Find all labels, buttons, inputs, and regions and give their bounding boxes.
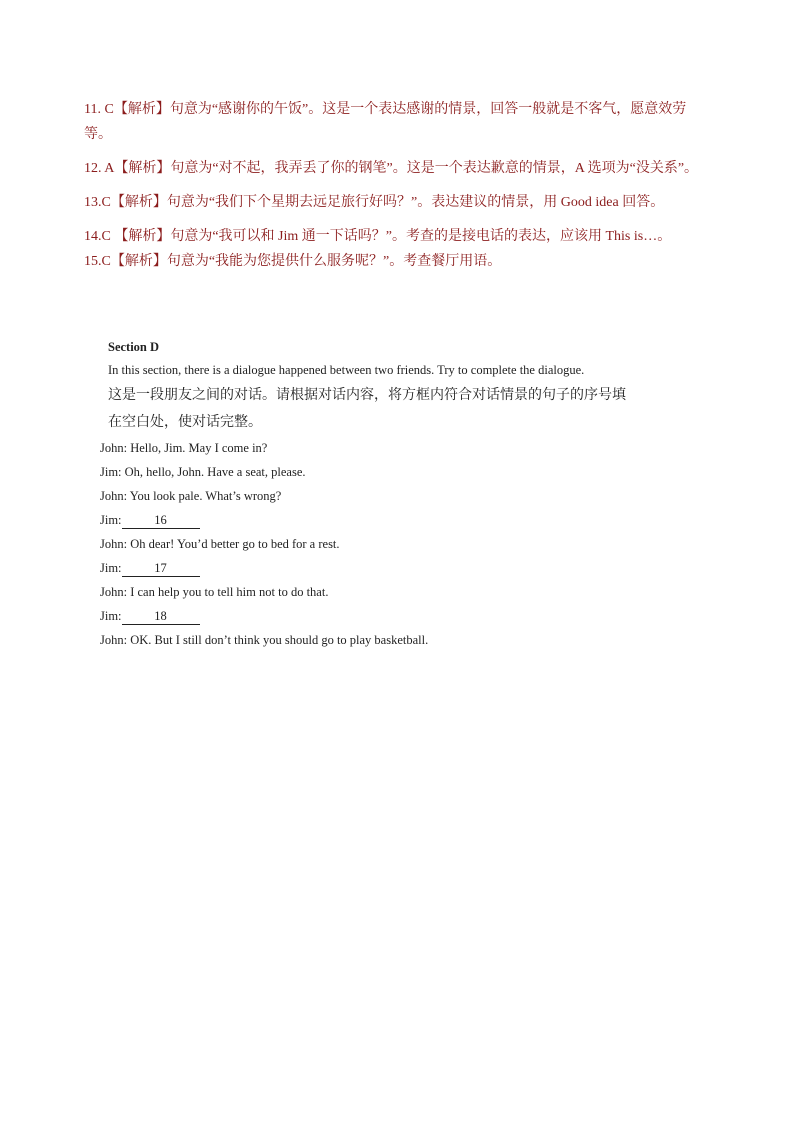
answer-12: 12. A【解析】句意为“对不起，我弄丢了你的钢笔”。这是一个表达歉意的情景，A 选项为“没关系”。 [84, 161, 699, 176]
dialogue-line-blank-17 [100, 556, 660, 580]
dialogue-line: John: I can help you to tell him not to do that. [100, 585, 329, 599]
speaker: Jim: [100, 513, 122, 527]
blank-16[interactable]: 16 [122, 513, 200, 529]
answer-explanations [84, 97, 704, 283]
answer-11: 11. C【解析】句意为“感谢你的午饭”。这是一个表达感谢的情景，回答一般就是不客气，愿意效劳等。 [84, 102, 687, 142]
blank-17[interactable]: 17 [122, 561, 200, 577]
dialogue-line-blank-16 [100, 508, 660, 532]
speaker: Jim: [100, 609, 122, 623]
speaker: Jim: [100, 561, 122, 575]
instruction-chinese-line-2: 在空白处，使对话完整。 [108, 415, 262, 430]
instruction-english: In this section, there is a dialogue happened between two friends. Try to complete the dialogue. [108, 363, 585, 377]
answer-15: 15.C【解析】句意为“我能为您提供什么服务呢？”。考查餐厅用语。 [84, 254, 502, 269]
dialogue [100, 436, 660, 652]
section-d-header [108, 336, 668, 436]
section-title: Section D [108, 340, 160, 354]
answer-13: 13.C【解析】句意为“我们下个星期去远足旅行好吗？”。表达建议的情景，用 Good idea 回答。 [84, 195, 665, 210]
dialogue-line: John: Hello, Jim. May I come in? [100, 441, 268, 455]
dialogue-line: Jim: Oh, hello, John. Have a seat, please. [100, 465, 306, 479]
answer-14: 14.C 【解析】句意为“我可以和 Jim 通一下话吗？”。考查的是接电话的表达，应该用 This is…。 [84, 229, 672, 244]
dialogue-line: John: Oh dear! You’d better go to bed for a rest. [100, 537, 340, 551]
dialogue-line: John: OK. But I still don’t think you should go to play basketball. [100, 633, 429, 647]
dialogue-line: John: You look pale. What’s wrong? [100, 489, 282, 503]
instruction-chinese-line-1: 这是一段朋友之间的对话。请根据对话内容，将方框内符合对话情景的句子的序号填 [108, 388, 626, 403]
dialogue-line-blank-18 [100, 604, 660, 628]
blank-18[interactable]: 18 [122, 609, 200, 625]
